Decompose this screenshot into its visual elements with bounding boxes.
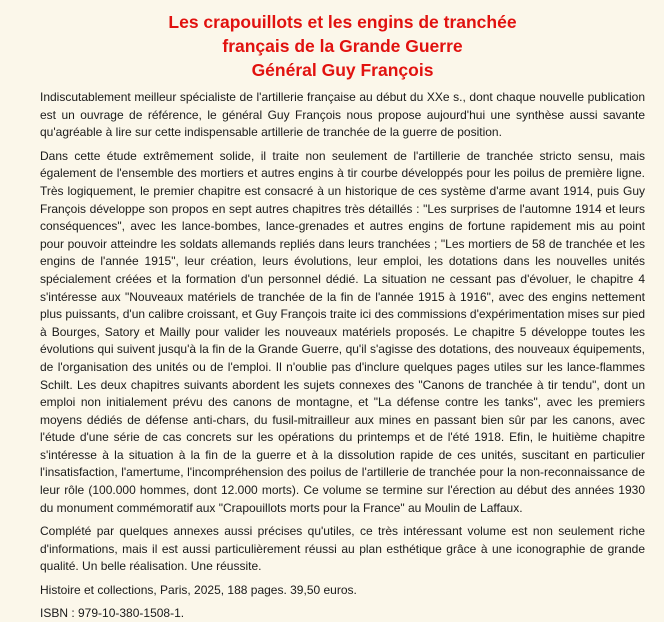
book-title-line-2: français de la Grande Guerre [222,36,463,56]
book-title-line-1: Les crapouillots et les engins de tranchée [168,12,517,32]
isbn: ISBN : 979-10-380-1508-1. [40,605,185,620]
book-title-block [40,10,645,82]
publication-info: Histoire et collections, Paris, 2025, 188 pages. 39,50 euros. [40,583,357,598]
book-author: Général Guy François [251,60,434,80]
paragraph-conclusion: Complété par quelques annexes aussi précises qu'utiles, ce très intéressant volume est non seulement riche d'informations, mais il est aussi particulièrement réussi au plan esthétique grâce à une iconographie de grande qualité. Un belle réalisation. Une réussite. [40,524,645,574]
paragraph-intro: Indiscutablement meilleur spécialiste de l'artillerie française au début du XXe s., dont chaque nouvelle publication est un ouvrage de référence, le général Guy François nous propose aujourd'hui une synthèse aussi savante qu'agréable à lire sur cette indispensable artillerie de tranchée de la guerre de position. [40,90,645,140]
paragraph-body: Dans cette étude extrêmement solide, il traite non seulement de l'artillerie de tranchée stricto sensu, mais également de l'ensemble des mortiers et autres engins à tir courbe développés pour les poilus de première ligne. Très logiquement, le premier chapitre est consacré à un historique de ces système d'arme avant 1914, puis Guy François développe son propos en sept autres chapitres très détaillés : "Les surprises de l'automne 1914 et leurs conséquences", avec les lance-bombes, lance-grenades et autres engins de fortune rapidement mis au point pour pouvoir atteindre les soldats allemands repliés dans leurs tranchées ; "Les mortiers de 58 de tranchée et les engins de l'année 1915", leur création, leurs évolutions, leur emploi, les dotations dans les nouvelles unités spécialement créées et la formation d'un personnel dédié. La situation ne cessant pas d'évoluer, le chapitre 4 s'intéresse aux "Nouveaux matériels de tranchée de la fin de l'année 1915 à 1916", avec des engins nettement plus puissants, d'un calibre croissant, et Guy François traite ici des commissions d'expérimentation mises sur pied à Bourges, Satory et Mailly pour valider les nouveaux matériels proposés. Le chapitre 5 développe toutes les évolutions qui suivent jusqu'à la fin de la Grande Guerre, qu'il s'agisse des dotations, des nouveaux équipements, de l'organisation des unités ou de l'emploi. Il n'oublie pas d'inclure quelques pages utiles sur les lance-flammes Schilt. Les deux chapitres suivants abordent les sujets connexes des "Canons de tranchée à tir tendu", dont un emploi non initialement prévu des canons de montagne, et "La défense contre les tanks", avec les premiers moyens dédiés de défense anti-chars, du fusil-mitrailleur aux mines en passant bien sûr par les canons, avec l'étude d'une série de cas concrets sur les opérations du printemps et de l'été 1918. Efin, le huitième chapitre s'intéresse à la situation à la fin de la guerre et à la dissolution rapide de ces unités, suscitant en particulier l'insatisfaction, l'amertume, l'incompréhension des poilus de l'artillerie de tranchée pour la non-reconnaissance de leur rôle (100.000 hommes, dont 12.000 morts). Ce volume se termine sur l'érection au début des années 1930 du monument commémoratif aux "Crapouillots morts pour la France" au Moulin de Laffaux. [40,148,645,515]
